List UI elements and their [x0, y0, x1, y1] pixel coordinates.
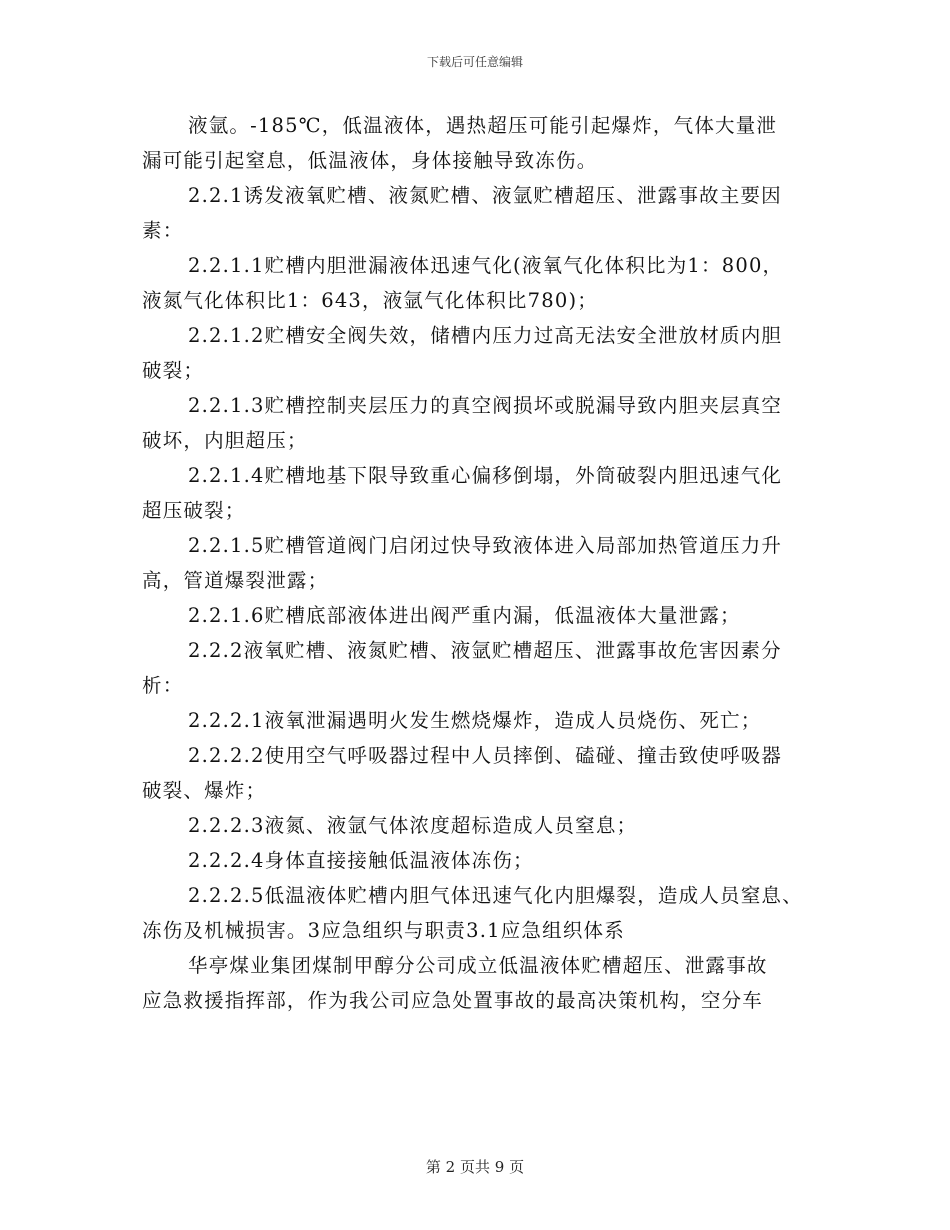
text-line: 2.2.2.1液氧泄漏遇明火发生燃烧爆炸，造成人员烧伤、死亡； [188, 709, 762, 732]
paragraph [142, 878, 818, 948]
text-line: 2.2.1.3贮槽控制夹层压力的真空阀损坏或脱漏导致内胆夹层真空 [188, 394, 783, 417]
paragraph [142, 598, 818, 633]
text-line: 应急救援指挥部，作为我公司应急处置事故的最高决策机构，空分车 [142, 989, 764, 1012]
paragraph [142, 178, 818, 248]
text-line: 破裂、爆炸； [142, 779, 267, 802]
paragraph [142, 108, 818, 178]
text-line: 2.2.1.1贮槽内胆泄漏液体迅速气化(液氧气化体积比为1：800， [188, 254, 784, 277]
text-line: 2.2.2.4身体直接接触低温液体冻伤； [188, 849, 534, 872]
paragraph [142, 248, 818, 318]
text-line: 破裂； [142, 359, 205, 382]
text-line: 2.2.2.2使用空气呼吸器过程中人员摔倒、磕碰、撞击致使呼吸器 [188, 744, 783, 767]
paragraph [142, 808, 818, 843]
paragraph [142, 528, 818, 598]
text-line: 素： [142, 219, 184, 242]
page-header: 下载后可任意编辑 [426, 55, 523, 69]
paragraph [142, 738, 818, 808]
text-line: 2.2.2液氧贮槽、液氮贮槽、液氩贮槽超压、泄露事故危害因素分 [188, 639, 782, 662]
text-line: 2.2.1.6贮槽底部液体进出阀严重内漏，低温液体大量泄露； [188, 604, 741, 627]
text-line: 破坏，内胆超压； [142, 429, 308, 452]
text-line: 2.2.2.5低温液体贮槽内胆气体迅速气化内胆爆裂，造成人员窒息、 [188, 884, 803, 907]
text-line: 2.2.1诱发液氧贮槽、液氮贮槽、液氩贮槽超压、泄露事故主要因 [188, 184, 782, 207]
text-line: 液氩。-185℃，低温液体，遇热超压可能引起爆炸，气体大量泄 [188, 114, 778, 137]
text-line: 漏可能引起窒息，低温液体，身体接触导致冻伤。 [142, 149, 598, 172]
text-line: 析： [142, 674, 184, 697]
paragraph [142, 948, 818, 1018]
paragraph [142, 703, 818, 738]
text-line: 液氮气化体积比1：643，液氩气化体积比780)； [142, 289, 598, 312]
paragraph [142, 843, 818, 878]
text-line: 2.2.1.4贮槽地基下限导致重心偏移倒塌，外筒破裂内胆迅速气化 [188, 464, 783, 487]
paragraph [142, 318, 818, 388]
text-line: 2.2.2.3液氮、液氩气体浓度超标造成人员窒息； [188, 814, 638, 837]
text-line: 冻伤及机械损害。3应急组织与职责3.1应急组织体系 [142, 919, 625, 942]
text-line: 华亭煤业集团煤制甲醇分公司成立低温液体贮槽超压、泄露事故 [188, 954, 768, 977]
page-footer: 第 2 页共 9 页 [425, 1158, 525, 1176]
document-body [142, 108, 818, 1018]
text-line: 超压破裂； [142, 499, 246, 522]
paragraph [142, 633, 818, 703]
text-line: 2.2.1.5贮槽管道阀门启闭过快导致液体进入局部加热管道压力升 [188, 534, 783, 557]
text-line: 高，管道爆裂泄露； [142, 569, 329, 592]
text-line: 2.2.1.2贮槽安全阀失效，储槽内压力过高无法安全泄放材质内胆 [188, 324, 783, 347]
paragraph [142, 388, 818, 458]
paragraph [142, 458, 818, 528]
